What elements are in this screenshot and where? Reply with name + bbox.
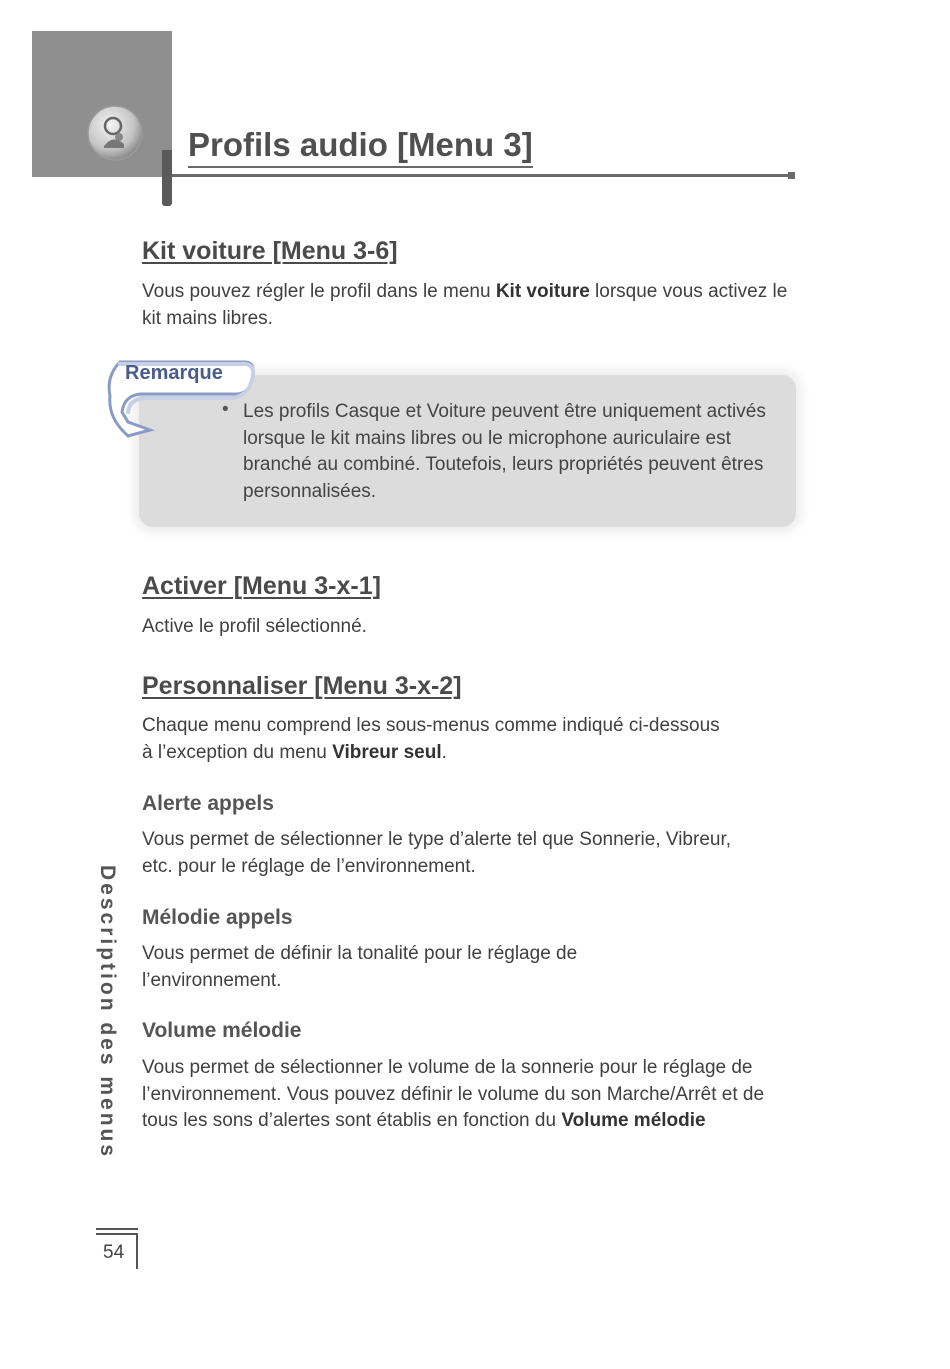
sub-heading-melodie-appels: Mélodie appels <box>142 906 293 929</box>
activer-text: Active le profil sélectionné. <box>142 616 367 637</box>
kit-voiture-text-part: Vous pouvez régler le profil dans le menu <box>142 281 496 302</box>
kit-voiture-text-bold: Kit voiture <box>495 281 590 302</box>
header-vertical-bar <box>162 150 172 206</box>
note-bullet: • <box>222 399 229 420</box>
note-text: Les profils Casque et Voiture peuvent être uniquement activés lorsque le kit mains libres ou le microphone auriculaire est branché au combiné. Toutefois, leurs propriétés peuvent êtres personnalisées. <box>243 401 766 502</box>
profile-audio-icon <box>86 104 144 162</box>
sub-heading-alerte-appels: Alerte appels <box>142 792 274 815</box>
section-heading-activer: Activer [Menu 3-x-1] <box>142 572 381 600</box>
personnaliser-text-part: . <box>441 741 447 763</box>
volume-melodie-text <box>142 1055 787 1135</box>
volume-melodie-text-bold: Volume mélodie <box>561 1110 706 1131</box>
melodie-appels-text: Vous permet de définir la tonalité pour le réglage de l’environnement. <box>142 943 578 991</box>
section-heading-kit-voiture: Kit voiture [Menu 3-6] <box>142 237 398 265</box>
header-rule <box>172 174 790 177</box>
page-title: Profils audio [Menu 3] <box>188 126 533 168</box>
side-tab-label: Description des menus <box>96 865 119 1160</box>
kit-voiture-text-part: lorsque vous activez le kit mains libres. <box>142 281 788 329</box>
side-tab-rule <box>96 1233 138 1235</box>
personnaliser-text <box>142 713 732 766</box>
side-tab-rule <box>96 1228 138 1230</box>
personnaliser-text-part: Chaque menu comprend les sous-menus comme indiqué ci-dessous à l’exception du menu <box>142 715 720 763</box>
alerte-appels-text: Vous permet de sélectionner le type d’alerte tel que Sonnerie, Vibreur, etc. pour le réglage de l’environnement. <box>142 829 732 877</box>
page-number-rule <box>136 1233 138 1269</box>
kit-voiture-text <box>142 279 792 332</box>
volume-melodie-text-part: Vous permet de sélectionner le volume de la sonnerie pour le réglage de l’environnement. Vous pouvez définir le volume du son Marche/Arrêt et de tous les sons d’alertes sont établis en fonction du <box>142 1057 765 1131</box>
note-label: Remarque <box>125 362 223 384</box>
sub-heading-volume-melodie: Volume mélodie <box>142 1019 302 1042</box>
personnaliser-text-bold: Vibreur seul <box>332 741 442 763</box>
section-heading-personnaliser: Personnaliser [Menu 3-x-2] <box>142 672 462 700</box>
header-rule-end <box>788 172 795 179</box>
page-number: 54 <box>103 1242 125 1263</box>
